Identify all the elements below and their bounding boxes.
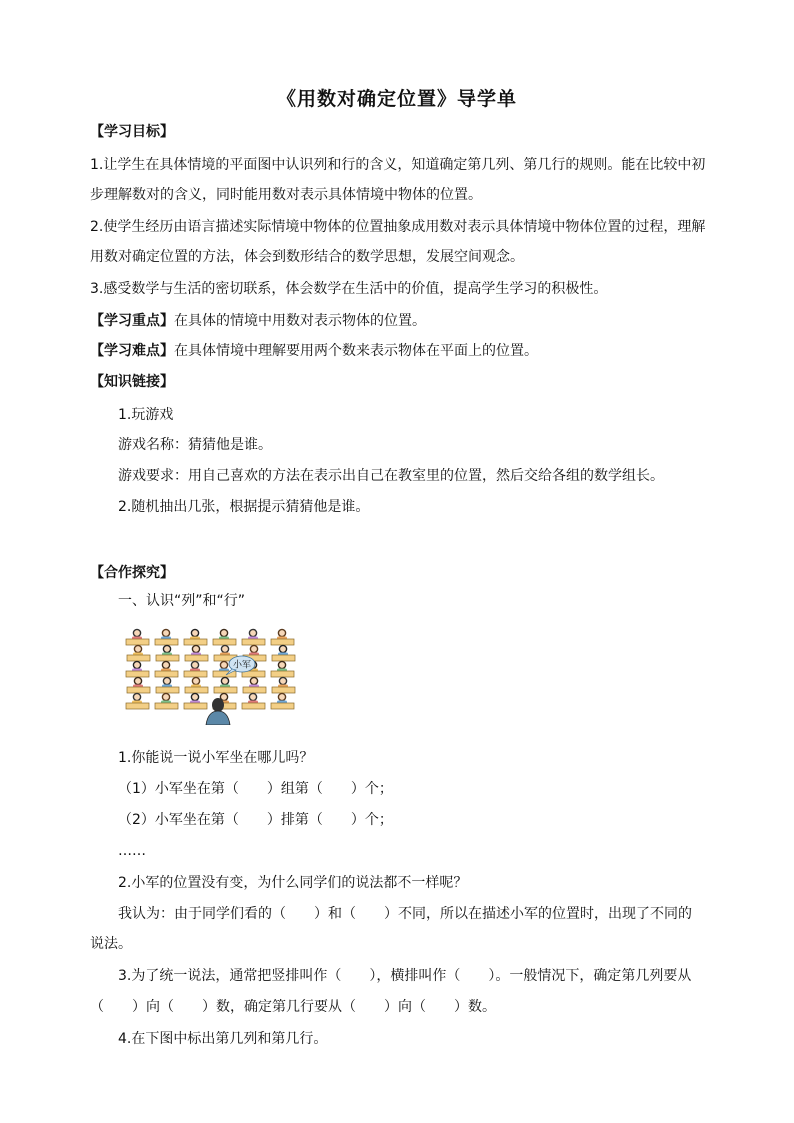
question-4: 4.在下图中标出第几列和第几行。 bbox=[118, 1031, 328, 1047]
goal-1-line-2: 步理解数对的含义，同时能用数对表示具体情境中物体的位置。 bbox=[90, 187, 482, 203]
student-desk bbox=[155, 629, 178, 645]
question-2: 2.小军的位置没有变，为什么同学们的说法都不一样呢？ bbox=[118, 875, 468, 891]
goal-3: 3.感受数学与生活的密切联系，体会数学在生活中的价值，提高学生学习的积极性。 bbox=[90, 281, 608, 297]
difficulty-label: 【学习难点】 bbox=[90, 343, 174, 359]
explore-part-1: 一、认识“列”和“行” bbox=[118, 593, 246, 609]
student-desk bbox=[214, 677, 237, 693]
student-desk bbox=[156, 645, 179, 661]
student-desk bbox=[243, 677, 266, 693]
student-desk bbox=[271, 629, 294, 645]
student-desk bbox=[185, 645, 208, 661]
link-heading: 【知识链接】 bbox=[90, 374, 174, 390]
classroom-illustration bbox=[120, 625, 300, 725]
student-desks bbox=[126, 629, 295, 709]
goal-1-line-1: 1.让学生在具体情境的平面图中认识列和行的含义，知道确定第几列、第几行的规则。能在比较中初 bbox=[90, 157, 706, 173]
question-1: 1.你能说一说小军坐在哪儿吗？ bbox=[118, 750, 314, 766]
student-desk bbox=[185, 677, 208, 693]
goal-2-line-1: 2.使学生经历由语言描述实际情境中物体的位置抽象成用数对表示具体情境中物体位置的过程，理解 bbox=[90, 219, 706, 235]
student-desk bbox=[271, 661, 294, 677]
link-game-rule: 游戏要求：用自己喜欢的方法在表示出自己在教室里的位置，然后交给各组的数学组长。 bbox=[118, 468, 664, 484]
question-3-line-2: （ ）向（ ）数，确定第几行要从（ ）向（ ）数。 bbox=[90, 999, 496, 1015]
student-desk bbox=[126, 629, 149, 645]
student-desk bbox=[272, 677, 295, 693]
student-desk bbox=[272, 645, 295, 661]
difficulty-text: 在具体情境中理解要用两个数来表示物体在平面上的位置。 bbox=[174, 343, 538, 359]
student-desk bbox=[155, 661, 178, 677]
question-2-answer-line-1: 我认为：由于同学们看的（ ）和（ ）不同，所以在描述小军的位置时，出现了不同的 bbox=[118, 906, 692, 922]
student-desk bbox=[184, 629, 207, 645]
student-desk bbox=[184, 661, 207, 677]
student-desk bbox=[127, 677, 150, 693]
key-point-label: 【学习重点】 bbox=[90, 313, 174, 329]
link-game-name: 游戏名称：猜猜他是谁。 bbox=[118, 437, 272, 453]
student-desk bbox=[213, 629, 236, 645]
link-item-1: 1.玩游戏 bbox=[118, 407, 174, 423]
question-3-line-1: 3.为了统一说法，通常把竖排叫作（ ），横排叫作（ ）。一般情况下，确定第几列要从 bbox=[118, 968, 692, 984]
key-point bbox=[90, 311, 426, 331]
ellipsis: …… bbox=[118, 843, 146, 859]
student-desk bbox=[127, 645, 150, 661]
student-desk bbox=[156, 677, 179, 693]
key-point-text: 在具体的情境中用数对表示物体的位置。 bbox=[174, 313, 426, 329]
student-desk bbox=[126, 661, 149, 677]
question-1-b: （2）小军坐在第（ ）排第（ ）个； bbox=[118, 812, 393, 828]
bubble-label: 小军 bbox=[232, 660, 252, 671]
student-desk bbox=[126, 693, 149, 709]
student-desk bbox=[271, 693, 294, 709]
goals-heading: 【学习目标】 bbox=[90, 124, 174, 140]
student-desk bbox=[184, 693, 207, 709]
student-desk bbox=[155, 693, 178, 709]
student-desk bbox=[242, 693, 265, 709]
explore-heading: 【合作探究】 bbox=[90, 565, 174, 581]
student-desk bbox=[242, 629, 265, 645]
question-2-answer-line-2: 说法。 bbox=[90, 936, 132, 952]
link-item-2: 2.随机抽出几张，根据提示猜猜他是谁。 bbox=[118, 499, 370, 515]
page-title: 《用数对确定位置》导学单 bbox=[276, 88, 517, 110]
question-1-a: （1）小军坐在第（ ）组第（ ）个； bbox=[118, 781, 393, 797]
goal-2-line-2: 用数对确定位置的方法，体会到数形结合的数学思想，发展空间观念。 bbox=[90, 249, 524, 265]
difficulty bbox=[90, 341, 538, 361]
